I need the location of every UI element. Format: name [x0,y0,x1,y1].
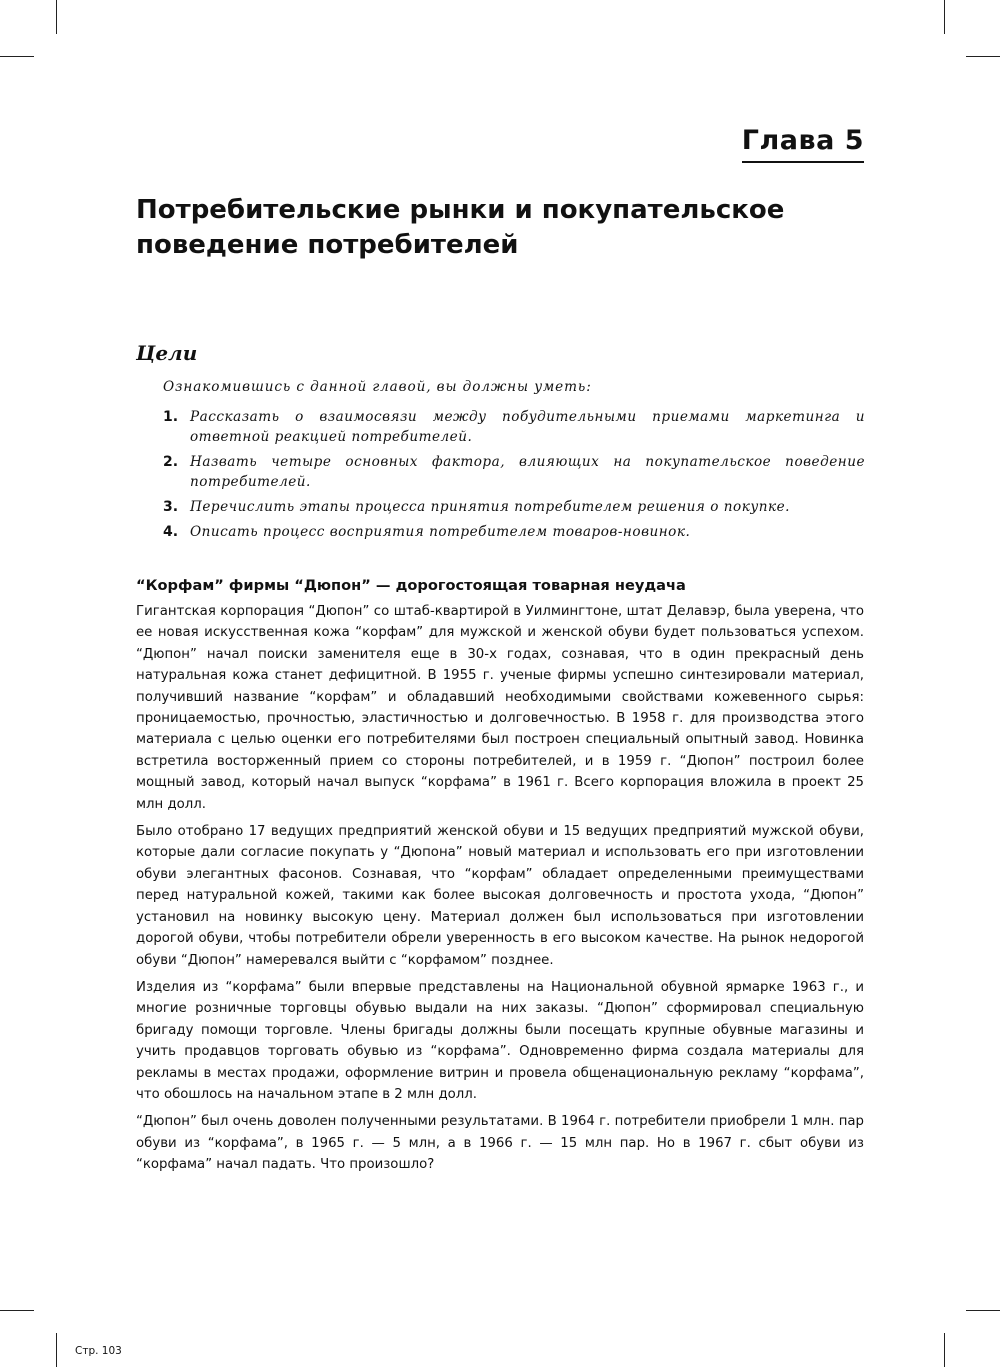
list-item-text: Перечислить этапы процесса принятия потребителем решения о покупке. [190,499,790,515]
page-number: Стр. 103 [75,1345,122,1357]
list-item-text: Назвать четыре основных фактора, влияющих на покупательское поведение потребителей. [190,454,865,490]
list-item-number: 4. [163,524,179,540]
list-item-number: 2. [163,454,179,470]
list-item [163,497,865,517]
page-title: Потребительские рынки и покупательское поведение потребителей [136,195,785,260]
list-item-number: 3. [163,499,179,515]
chapter-label: Глава 5 [742,122,864,163]
crop-mark [56,0,57,34]
case-paragraph: Было отобрано 17 ведущих предприятий женской обуви и 15 ведущих предприятий мужской обуви, которые дали согласие покупать у “Дюпона” новый материал и использовать его при изготовлении обуви элегантных фасонов. Сознавая, что “корфам” обладает определенными преимуществами перед натуральной кожей, такими как более высокая долговечность и простота ухода, “Дюпон” установил на новинку высокую цену. Материал должен был использоваться при изготовлении дорогой обуви, чтобы потребители обрели уверенность в его высоком качестве. На рынок недорогой обуви “Дюпон” намеревался выйти с “корфамом” позднее. [136,824,864,968]
crop-mark [56,1333,57,1367]
crop-mark [944,0,945,34]
crop-mark [966,1310,1000,1311]
case-paragraph: Гигантская корпорация “Дюпон” со штаб-квартирой в Уилмингтоне, штат Делавэр, была уверена, что ее новая искусственная кожа “корфам” для мужской и женской обуви будет пользоваться успехом. “Дюпон” начал поиски заменителя еще в 30-х годах, сознавая, что в один прекрасный день натуральная кожа станет дефицитной. В 1955 г. ученые фирмы успешно синтезировали материал, получивший название “корфам” и обладавший необходимыми свойствами кожевенного сырья: проницаемостью, прочностью, эластичностью и долговечностью. В 1958 г. для производства этого материала с целью оценки его потребителями был построен специальный опытный завод. Новинка встретила восторженный прием со стороны потребителей, и в 1959 г. “Дюпон” построил более мощный завод, который начал выпуск “корфама” в 1961 г. Всего корпорация вложила в проект 25 млн долл. [136,604,864,812]
goals-list [163,407,865,547]
list-item [163,452,865,492]
crop-mark [966,56,1000,57]
crop-mark [944,1333,945,1367]
case-body [136,601,864,1182]
list-item-text: Рассказать о взаимосвязи между побудительными приемами маркетинга и ответной реакцией потребителей. [190,409,865,445]
case-paragraph: Изделия из “корфама” были впервые представлены на Национальной обувной ярмарке 1963 г., и многие розничные торговцы обувью выдали на них заказы. “Дюпон” сформировал специальную бригаду помощи торговле. Члены бригады должны были посещать крупные обувные магазины и учить продавцов торговать обувью из “корфама”. Одновременно фирма создала материалы для рекламы в местах продажи, оформление витрин и провела общенациональную рекламу “корфама”, что обошлось на начальном этапе в 2 млн долл. [136,979,864,1102]
crop-mark [0,56,34,57]
goals-intro: Ознакомившись с данной главой, вы должны уметь: [163,379,592,395]
list-item [163,522,865,542]
list-item-number: 1. [163,409,179,425]
case-heading: “Корфам” фирмы “Дюпон” — дорогостоящая товарная неудача [136,577,686,594]
goals-heading: Цели [136,341,198,365]
case-paragraph: “Дюпон” был очень доволен полученными результатами. В 1964 г. потребители приобрели 1 млн. пар обуви из “корфама”, в 1965 г. — 5 млн, а в 1966 г. — 15 млн пар. Но в 1967 г. сбыт обуви из “корфама” начал падать. Что произошло? [136,1114,864,1173]
list-item [163,407,865,447]
crop-mark [0,1310,34,1311]
list-item-text: Описать процесс восприятия потребителем товаров-новинок. [190,524,691,540]
